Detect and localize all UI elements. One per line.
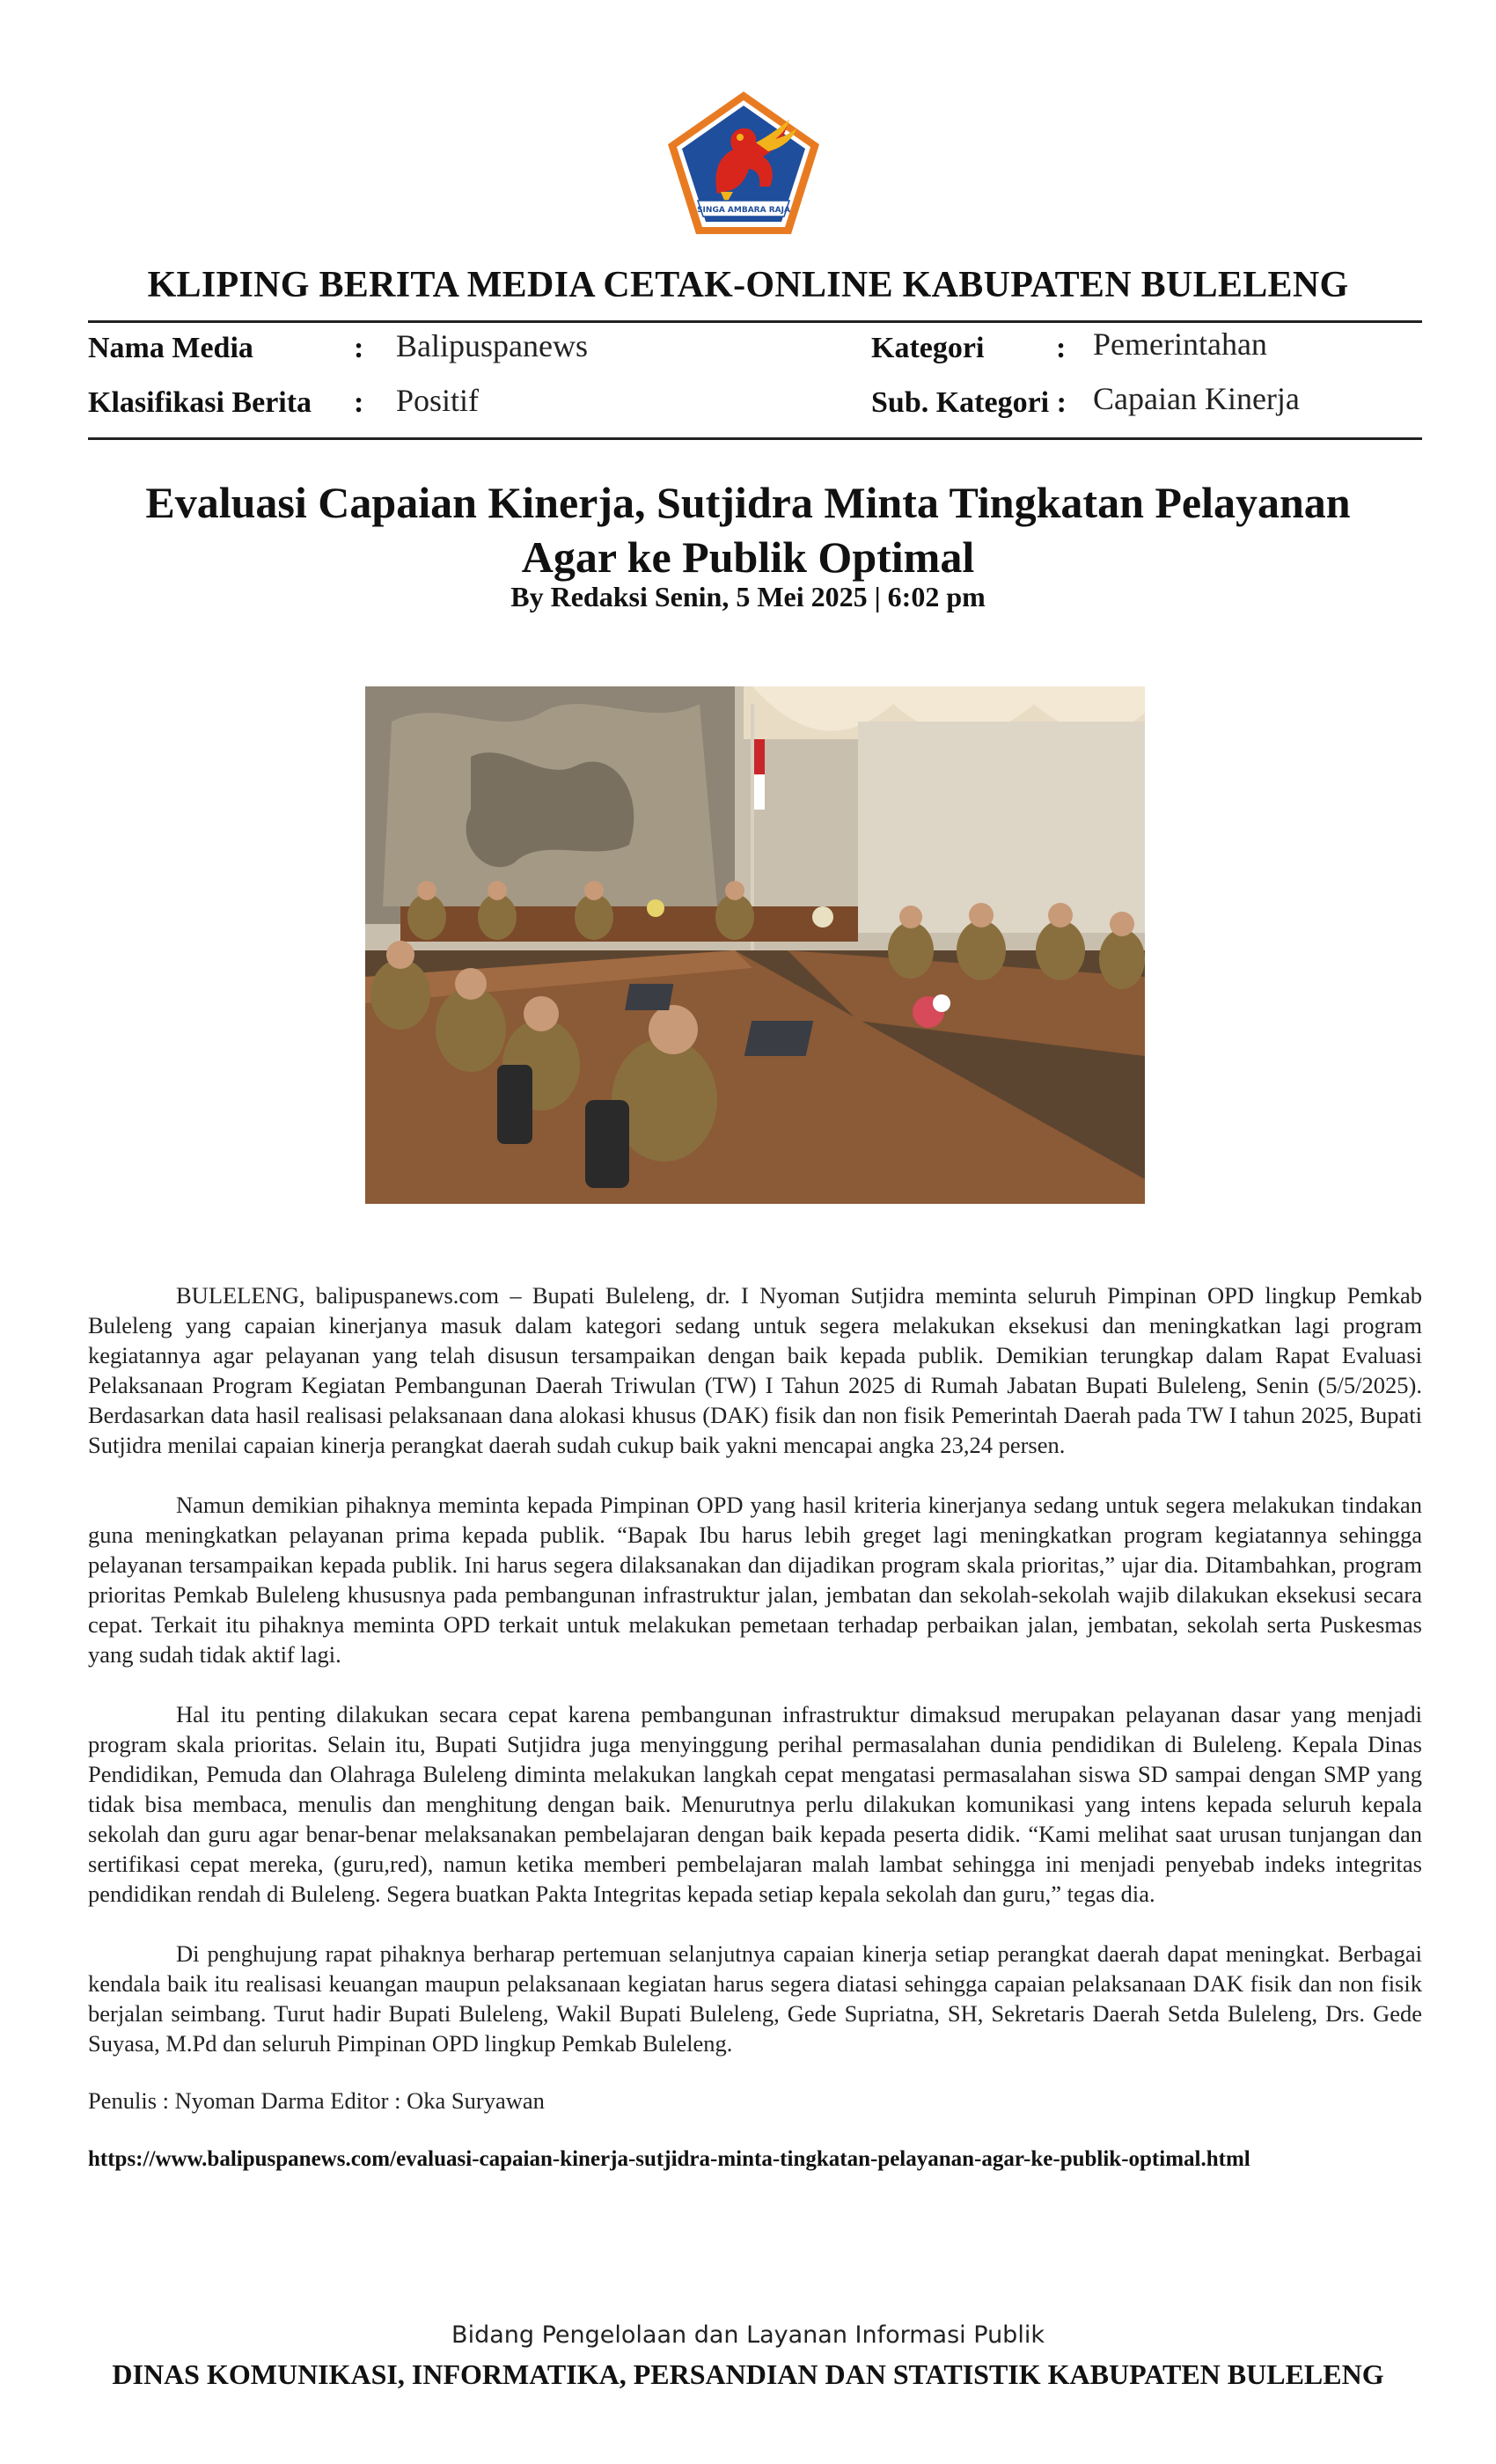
article-byline: By Redaksi Senin, 5 Mei 2025 | 6:02 pm: [510, 581, 986, 612]
headline-line-2: Agar ke Publik Optimal: [521, 532, 975, 582]
article-paragraph: Namun demikian pihaknya meminta kepada Pimpinan OPD yang hasil kriteria kinerjanya sedang untuk segera melakukan tindakan guna meningkatkan pelayanan prima kepada publik. “Bapak Ibu harus lebih greget lagi meningkatkan program kegiatannya sehingga pelayanan tersampaikan kepada publik. Ini harus segera dilaksanakan dan dijadikan program skala prioritas,” ujar dia. Ditambahkan, program prioritas Pemkab Buleleng khususnya pada pembangunan infrastruktur jalan, jembatan dan sekolah-sekolah wajib dilakukan eksekusi secara cepat. Terkait itu pihaknya meminta OPD terkait untuk melakukan pemetaan terhadap perbaikan jalan, jembatan, sekolah serta Puskesmas yang sudah tidak aktif lagi.: [88, 1492, 1422, 1668]
lion-emblem-icon: [664, 88, 823, 238]
subkategori-label: Sub. Kategori :: [871, 386, 1067, 419]
page-title: KLIPING BERITA MEDIA CETAK-ONLINE KABUPATEN BULELENG: [147, 265, 1349, 305]
article-paragraph: BULELENG, balipuspanews.com – Bupati Buleleng, dr. I Nyoman Sutjidra meminta seluruh Pimpinan OPD lingkup Pemkab Buleleng yang capaian kinerjanya masuk dalam kategori sedang untuk segera melakukan eksekusi dan meningkatkan lagi program kegiatannya agar pelayanan yang telah disusun tersampaikan dengan baik kepada publik. Demikian terungkap dalam Rapat Evaluasi Pelaksanaan Program Kegiatan Pembangunan Daerah Triwulan (TW) I Tahun 2025 di Rumah Jabatan Bupati Buleleng, Senin (5/5/2025). Berdasarkan data hasil realisasi pelaksanaan dana alokasi khusus (DAK) fisik dan non fisik Pemerintah Daerah pada TW I tahun 2025, Bupati Sutjidra menilai capaian kinerja perangkat daerah sudah cukup baik yakni mencapai angka 23,24 persen.: [88, 1282, 1422, 1458]
article-headline: [0, 475, 1496, 584]
klasifikasi-label: Klasifikasi Berita: [88, 386, 312, 419]
media-colon: :: [354, 332, 364, 364]
article-photo: [365, 686, 1145, 1204]
media-value: Balipuspanews: [396, 328, 588, 363]
article-body: [88, 1280, 1422, 2088]
kategori-colon: :: [1056, 332, 1067, 364]
subkategori-value: Capaian Kinerja: [1093, 381, 1300, 416]
article-credits: Penulis : Nyoman Darma Editor : Oka Suryawan: [88, 2087, 545, 2114]
klasifikasi-value: Positif: [396, 383, 480, 418]
emblem-motto: SINGA AMBARA RAJA: [697, 206, 790, 215]
article-paragraph: Hal itu penting dilakukan secara cepat karena pembangunan infrastruktur dimaksud merupakan pelayanan dasar yang menjadi program skala prioritas. Selain itu, Bupati Sutjidra juga menyinggung perihal permasalahan dunia pendidikan di Buleleng. Kepala Dinas Pendidikan, Pemuda dan Olahraga Buleleng diminta melakukan langkah cepat mengatasi permasalahan siswa SD sampai dengan SMP yang tidak bisa membaca, menulis dan menghitung dengan baik. Menurutnya perlu dilakukan komunikasi yang intens kepada seluruh kepala sekolah dan guru agar benar-benar melaksanakan pembelajaran dengan baik kepada peserta didik. “Kami melihat saat urusan tunjangan dan sertifikasi cepat mereka, (guru,red), namun ketika memberi pembelajaran malah lambat sehingga ini menjadi penyebab indeks integritas pendidikan rendah di Buleleng. Segera buatkan Pakta Integritas kepada setiap kepala sekolah dan guru,” tegas dia.: [88, 1701, 1422, 1907]
footer-title: DINAS KOMUNIKASI, INFORMATIKA, PERSANDIAN DAN STATISTIK KABUPATEN BULELENG: [112, 2358, 1384, 2390]
kategori-value: Pemerintahan: [1093, 326, 1267, 362]
media-label: Nama Media: [88, 332, 253, 364]
klasifikasi-colon: :: [354, 386, 364, 419]
article-paragraph: Di penghujung rapat pihaknya berharap pertemuan selanjutnya capaian kinerja setiap perangkat daerah dapat meningkat. Berbagai kendala baik itu realisasi keuangan maupun pelaksanaan kegiatan harus segera diatasi sehingga capaian pelaksanaan DAK fisik dan non fisik berjalan seimbang. Turut hadir Bupati Buleleng, Wakil Bupati Buleleng, Gede Supriatna, SH, Sekretaris Daerah Setda Buleleng, Drs. Gede Suyasa, M.Pd dan seluruh Pimpinan OPD lingkup Pemkab Buleleng.: [88, 1940, 1422, 2057]
footer-subtitle: Bidang Pengelolaan dan Layanan Informasi Publik: [451, 2321, 1045, 2349]
header-rule-top: [88, 320, 1422, 323]
buleleng-emblem-logo: [664, 88, 823, 238]
headline-line-1: Evaluasi Capaian Kinerja, Sutjidra Minta Tingkatan Pelayanan: [145, 478, 1351, 527]
kategori-label: Kategori: [871, 332, 985, 364]
header-rule-bottom: [88, 437, 1422, 440]
source-url-link[interactable]: https://www.balipuspanews.com/evaluasi-capaian-kinerja-sutjidra-minta-tingkatan-pelayanan-agar-ke-publik-optimal.html: [88, 2147, 1250, 2171]
